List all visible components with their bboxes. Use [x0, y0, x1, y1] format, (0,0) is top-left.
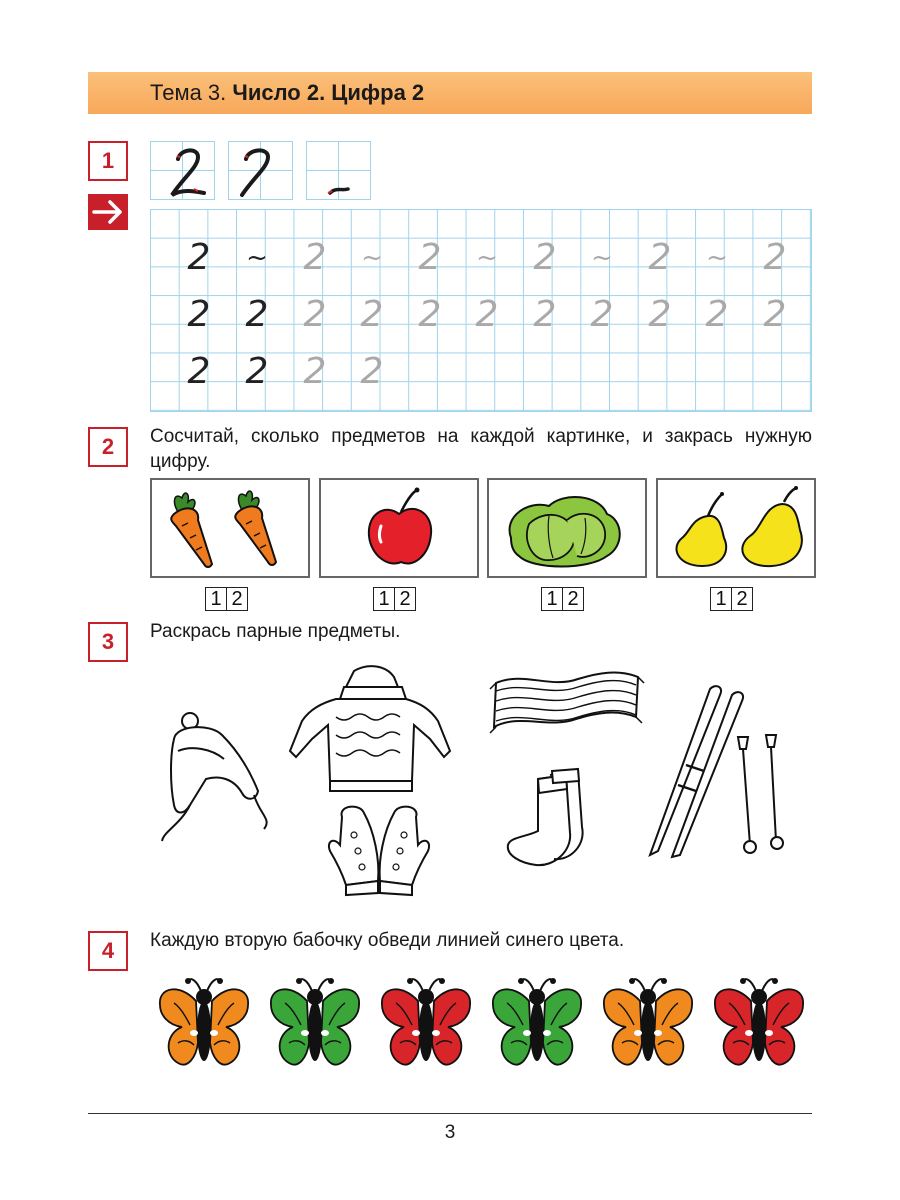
answer-option-2[interactable]: 2: [562, 588, 583, 610]
footer-rule: [88, 1113, 812, 1114]
picture-card-apple: [319, 478, 479, 578]
sample-cell-1: [150, 141, 215, 200]
scarf-icon: [490, 673, 644, 733]
task2-instruction: Сосчитай, сколько предметов на каждой картинке, и закрась нужную цифру.: [150, 426, 812, 472]
row3-digit: 2: [245, 351, 269, 392]
answer-option-2[interactable]: 2: [394, 588, 415, 610]
row2-digit: 2: [590, 294, 614, 335]
butterfly-icon[interactable]: [382, 978, 470, 1065]
row3-digit: 2: [303, 351, 327, 392]
row3-digit: 2: [187, 351, 211, 392]
row1-digit: 2: [648, 237, 672, 278]
sample-cell-3: [306, 141, 371, 200]
task-number-3: 3: [88, 622, 128, 662]
row1-digit: ~: [361, 243, 383, 273]
row2-digit: 2: [763, 294, 787, 335]
ski-poles-icon: [738, 735, 783, 853]
answer-boxes-cabbage[interactable]: [541, 587, 584, 611]
row2-digit: 2: [418, 294, 442, 335]
row2-digit: 2: [533, 294, 557, 335]
page-number: 3: [444, 1122, 456, 1143]
task3-instruction: Раскрась парные предметы.: [150, 621, 401, 642]
sample-digit-base-icon: [306, 141, 370, 199]
answer-boxes-apple[interactable]: [373, 587, 416, 611]
row2-digit: 2: [303, 294, 327, 335]
sweater-icon: [290, 666, 450, 791]
task-number-4: 4: [88, 931, 128, 971]
row1-digit: ~: [591, 243, 613, 273]
row1-digit: 2: [533, 237, 557, 278]
row2-digit: 2: [648, 294, 672, 335]
winter-hat-icon: [162, 713, 267, 841]
butterfly-icon[interactable]: [493, 978, 581, 1065]
row3-digit: 2: [360, 351, 384, 392]
right-arrow-icon: [88, 194, 128, 230]
answer-option-2[interactable]: 2: [731, 588, 752, 610]
pair-items-drawing: [150, 655, 812, 905]
answer-option-2[interactable]: 2: [226, 588, 247, 610]
carrots-icon: [152, 480, 308, 576]
row1-digit: ~: [246, 243, 268, 273]
picture-card-pears: [656, 478, 816, 578]
pears-icon: [658, 480, 814, 576]
page-title: [150, 80, 424, 106]
row1-digit: ~: [476, 243, 498, 273]
butterflies-row: [150, 975, 812, 1075]
answer-boxes-pears[interactable]: [710, 587, 753, 611]
task-number-1: 1: [88, 141, 128, 181]
row2-digit: 2: [475, 294, 499, 335]
row1-digit: 2: [763, 237, 787, 278]
socks-icon: [508, 769, 583, 865]
topic-title: Число 2. Цифра 2: [232, 80, 425, 105]
butterfly-icon[interactable]: [160, 978, 248, 1065]
skis-icon: [650, 686, 743, 857]
butterfly-icon[interactable]: [271, 978, 359, 1065]
topic-header-band: [88, 72, 812, 114]
row1-digit: 2: [303, 237, 327, 278]
topic-label: Тема 3.: [150, 80, 227, 105]
task4-instruction: Каждую вторую бабочку обведи линией синего цвета.: [150, 930, 625, 951]
row1-digit: 2: [187, 237, 211, 278]
row1-digit: ~: [706, 243, 728, 273]
answer-option-1[interactable]: 1: [715, 588, 727, 610]
row1-digit: 2: [418, 237, 442, 278]
answer-option-1[interactable]: 1: [546, 588, 558, 610]
sample-cell-2: [228, 141, 293, 200]
row2-digit: 2: [705, 294, 729, 335]
butterfly-icon[interactable]: [604, 978, 692, 1065]
butterfly-icon[interactable]: [715, 978, 803, 1065]
cabbage-icon: [489, 480, 645, 576]
answer-boxes-carrots[interactable]: [205, 587, 248, 611]
answer-option-1[interactable]: 1: [378, 588, 390, 610]
row2-digit: 2: [245, 294, 269, 335]
picture-card-cabbage: [487, 478, 647, 578]
row2-digit: 2: [360, 294, 384, 335]
picture-card-carrots: [150, 478, 310, 578]
row2-digit: 2: [187, 294, 211, 335]
task-number-2: 2: [88, 427, 128, 467]
apple-icon: [321, 480, 477, 576]
answer-option-1[interactable]: 1: [210, 588, 222, 610]
sample-digit-stroke-icon: [228, 141, 292, 199]
sample-digit-two-icon: [150, 141, 214, 199]
mittens-icon: [329, 807, 429, 895]
